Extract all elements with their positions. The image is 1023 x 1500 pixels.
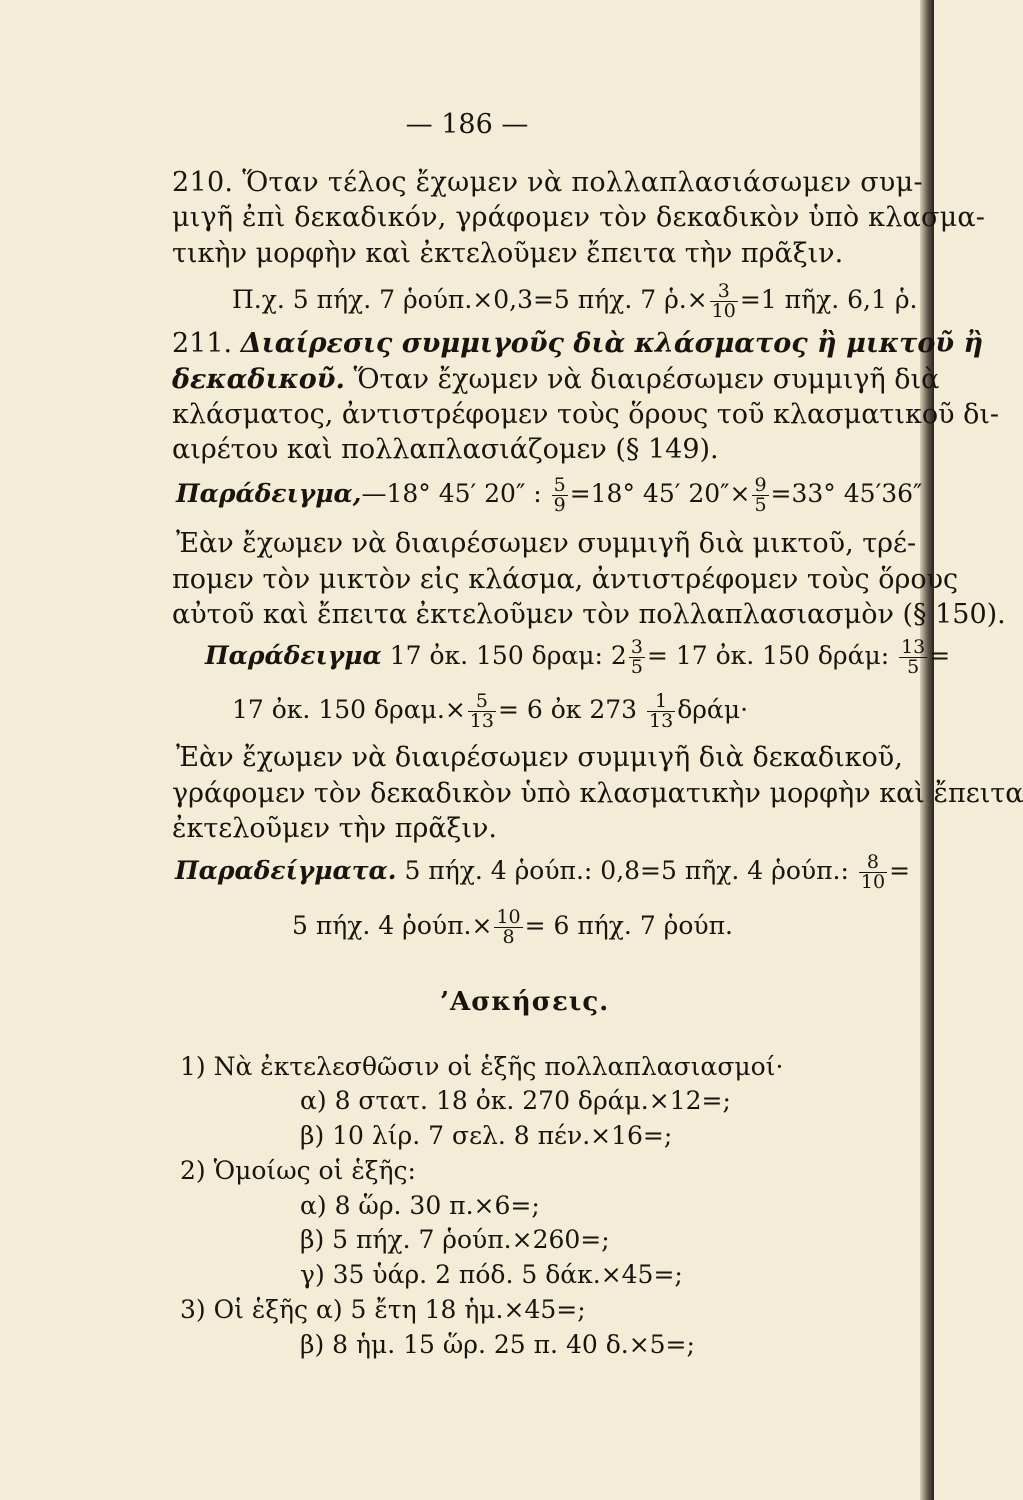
fraction: $\frac{13}{5}$ [901, 636, 926, 678]
s211-example2-line2 [232, 692, 748, 731]
example3-label: Παραδείγματα. [175, 856, 397, 885]
exercise-1b: β) 10 λίρ. 7 σελ. 8 πέν.×16=; [300, 1121, 673, 1150]
fraction: $\frac{8}{10}$ [860, 851, 886, 893]
exercise-2b: β) 5 πήχ. 7 ῥούπ.×260=; [300, 1225, 610, 1254]
s211-title: Διαίρεσις συμμιγοῦς διὰ κλάσματος ἢ μικτοῦ ἢ [240, 328, 984, 359]
exercise-3b: β) 8 ἡμ. 15 ὥρ. 25 π. 40 δ.×5=; [300, 1330, 695, 1359]
example2-c: = [929, 641, 951, 670]
example1-c: =33° 45′36″ [770, 479, 923, 508]
s211-p2-line2: πομεν τὸν μικτὸν εἰς κλάσμα, ἀντιστρέφομεν τοὺς ὅρους [172, 564, 959, 595]
fraction: $\frac{5}{9}$ [553, 474, 566, 516]
s211-p3-line3: ἐκτελοῦμεν τὴν πρᾶξιν. [172, 813, 498, 844]
s211-title-line [172, 327, 983, 361]
fraction: $\frac{3}{10}$ [711, 280, 736, 322]
exercise-1a: α) 8 στατ. 18 ὀκ. 270 δράμ.×12=; [300, 1086, 731, 1115]
s211-line4: αιρέτου καὶ πολλαπλασιάζομεν (§ 149). [172, 434, 719, 465]
s211-example2 [205, 638, 950, 677]
exercise-1: 1) Νὰ ἐκτελεσθῶσιν οἱ ἑξῆς πολλαπλασιασμοί· [180, 1052, 784, 1081]
example3-line2-a: 5 πήχ. 4 ῥούπ.× [292, 911, 493, 940]
s211-line3: κλάσματος, ἀντιστρέφομεν τοὺς ὅρους τοῦ κλασματικοῦ δι- [172, 399, 1000, 430]
fraction: $\frac{3}{5}$ [630, 636, 643, 678]
exercise-2a: α) 8 ὥρ. 30 π.×6=; [300, 1191, 540, 1220]
exercise-3: 3) Οἱ ἑξῆς α) 5 ἔτη 18 ἡμ.×45=; [180, 1295, 586, 1324]
s211-p2-line3: αὐτοῦ καὶ ἔπειτα ἐκτελοῦμεν τὸν πολλαπλασιασμὸν (§ 150). [172, 599, 1006, 630]
s211-line2 [172, 363, 939, 397]
s210-line2: μιγῆ ἐπὶ δεκαδικόν, γράφομεν τὸν δεκαδικὸν ὑπὸ κλασμα- [172, 202, 986, 233]
s210-example-a: Π.χ. 5 πήχ. 7 ῥούπ.×0,3=5 πήχ. 7 ῥ.× [232, 285, 708, 314]
example3-line2-b: = 6 πήχ. 7 ῥούπ. [524, 911, 733, 940]
s211-p3-line2: γράφομεν τὸν δεκαδικὸν ὑπὸ κλασματικὴν μορφὴν καὶ ἔπειτα [172, 778, 1023, 809]
exercise-2: 2) Ὁμοίως οἱ ἑξῆς: [180, 1156, 416, 1185]
fraction: $\frac{1}{13}$ [649, 690, 674, 732]
s210-example-b: =1 πῆχ. 6,1 ῥ. [739, 285, 918, 314]
s210-line1: 210. Ὅταν τέλος ἔχωμεν νὰ πολλαπλασιάσωμεν συμ- [172, 167, 923, 198]
example2-line2-b: = 6 ὀκ 273 [497, 695, 638, 724]
fraction: $\frac{10}{8}$ [496, 906, 521, 948]
fraction: $\frac{5}{13}$ [469, 690, 494, 732]
fraction: $\frac{9}{5}$ [754, 474, 767, 516]
exercise-2c: γ) 35 ὑάρ. 2 πόδ. 5 δάκ.×45=; [300, 1260, 683, 1289]
s211-example1 [176, 476, 922, 515]
example1-a: —18° 45′ 20″ : [361, 479, 542, 508]
example1-label: Παράδειγμα, [176, 479, 362, 508]
s211-line2-rest: Ὅταν ἔχωμεν νὰ διαιρέσωμεν συμμιγῆ διὰ [353, 364, 940, 395]
page-number: — 186 — [405, 109, 529, 140]
example3-a: 5 πήχ. 4 ῥούπ.: 0,8=5 πῆχ. 4 ῥούπ.: [404, 856, 849, 885]
s211-number: 211. [172, 328, 233, 359]
example1-b: =18° 45′ 20″× [569, 479, 751, 508]
s211-p3-line1: Ἐὰν ἔχωμεν νὰ διαιρέσωμεν συμμιγῆ διὰ δεκαδικοῦ, [176, 742, 903, 773]
example2-a: 17 ὀκ. 150 δραμ: 2 [389, 641, 627, 670]
example2-line2-a: 17 ὀκ. 150 δραμ.× [232, 695, 466, 724]
s210-line3: τικὴν μορφὴν καὶ ἐκτελοῦμεν ἔπειτα τὴν πρᾶξιν. [172, 238, 844, 269]
example2-label: Παράδειγμα [205, 641, 382, 670]
s211-example3 [175, 853, 910, 892]
example2-line2-c: δράμ· [677, 695, 749, 724]
example2-b: = 17 ὀκ. 150 δράμ: [646, 641, 890, 670]
example3-b: = [889, 856, 911, 885]
s210-example [232, 282, 917, 321]
s211-example3-line2 [292, 908, 733, 947]
exercises-heading: ’Ασκήσεις. [440, 987, 610, 1017]
s211-p2-line1: Ἐὰν ἔχωμεν νὰ διαιρέσωμεν συμμιγῆ διὰ μικτοῦ, τρέ- [176, 528, 917, 559]
s211-title2: δεκαδικοῦ. [172, 364, 345, 395]
